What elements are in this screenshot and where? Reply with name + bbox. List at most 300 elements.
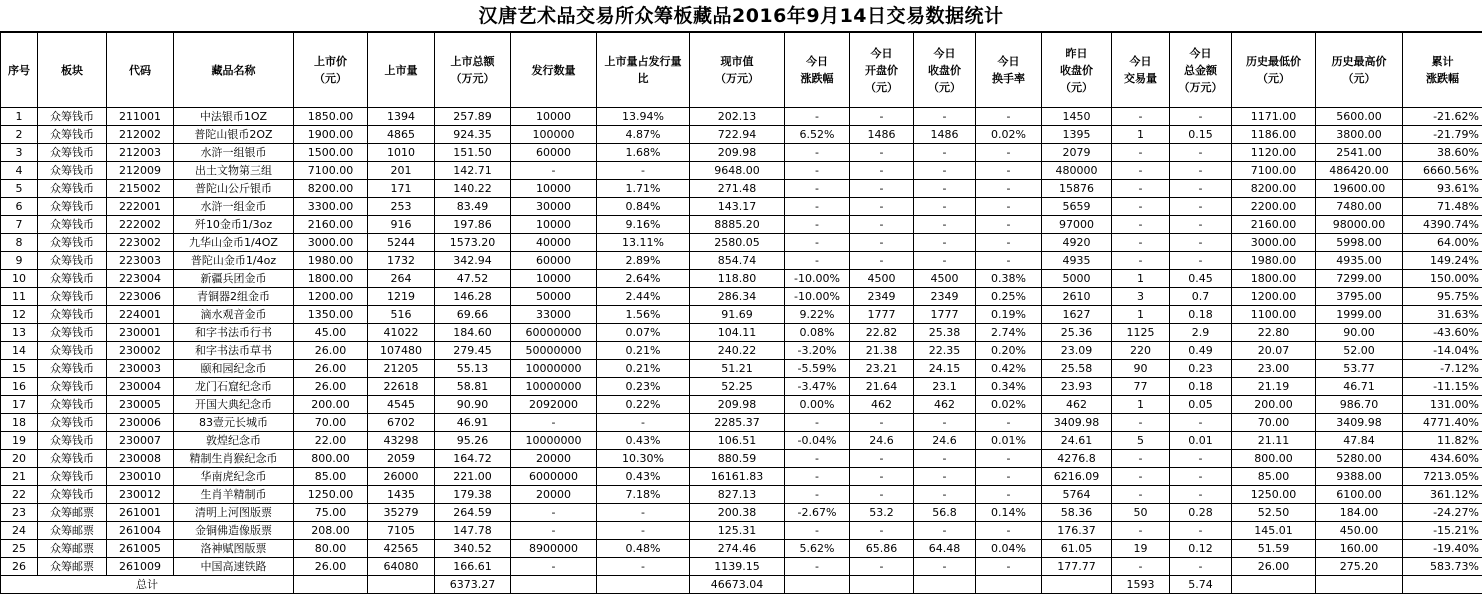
table-cell: - — [850, 252, 914, 270]
table-cell: 22.00 — [294, 432, 368, 450]
table-cell: 2200.00 — [1232, 198, 1316, 216]
table-cell: 6.52% — [785, 126, 850, 144]
table-cell: 10.30% — [597, 450, 690, 468]
table-cell: 19 — [1112, 540, 1170, 558]
table-cell: 21.19 — [1232, 378, 1316, 396]
table-cell: 160.00 — [1316, 540, 1403, 558]
table-cell: -24.27% — [1403, 504, 1482, 522]
table-cell: 8 — [1, 234, 38, 252]
table-row — [1, 378, 1482, 396]
table-cell: 924.35 — [435, 126, 511, 144]
table-cell: 230007 — [107, 432, 174, 450]
table-cell: 众筹钱币 — [38, 180, 107, 198]
table-cell: - — [850, 414, 914, 432]
table-cell: - — [1170, 216, 1232, 234]
table-cell: 1573.20 — [435, 234, 511, 252]
table-cell: 286.34 — [690, 288, 785, 306]
column-header: 今日 收盘价 （元） — [914, 33, 976, 108]
table-cell: 177.77 — [1042, 558, 1112, 576]
table-cell: 212002 — [107, 126, 174, 144]
table-cell: 83壹元长城币 — [174, 414, 294, 432]
column-header: 今日 涨跌幅 — [785, 33, 850, 108]
table-row — [1, 504, 1482, 522]
table-cell: 26000 — [368, 468, 435, 486]
table-cell: 147.78 — [435, 522, 511, 540]
table-cell: 8200.00 — [294, 180, 368, 198]
table-cell: 九华山金币1/4OZ — [174, 234, 294, 252]
table-cell: 金铜佛造像版票 — [174, 522, 294, 540]
table-cell: 26.00 — [294, 360, 368, 378]
table-cell: - — [785, 558, 850, 576]
table-cell: 208.00 — [294, 522, 368, 540]
table-cell: 1435 — [368, 486, 435, 504]
table-cell: 开国大典纪念币 — [174, 396, 294, 414]
table-cell: 107480 — [368, 342, 435, 360]
table-cell: 140.22 — [435, 180, 511, 198]
table-cell: - — [976, 234, 1042, 252]
table-cell: - — [850, 144, 914, 162]
column-header: 上市总额 （万元） — [435, 33, 511, 108]
table-cell: 51.59 — [1232, 540, 1316, 558]
table-cell: - — [976, 558, 1042, 576]
table-row — [1, 486, 1482, 504]
table-row — [1, 198, 1482, 216]
table-cell: - — [850, 198, 914, 216]
table-cell: - — [511, 504, 597, 522]
table-cell: 9.16% — [597, 216, 690, 234]
table-cell: 4.87% — [597, 126, 690, 144]
table-cell: 众筹钱币 — [38, 144, 107, 162]
table-cell: 0.04% — [976, 540, 1042, 558]
table-cell: - — [1170, 252, 1232, 270]
table-cell: 1 — [1112, 270, 1170, 288]
table-cell: 33000 — [511, 306, 597, 324]
table-row — [1, 360, 1482, 378]
table-cell: 93.61% — [1403, 180, 1482, 198]
table-cell: 25.36 — [1042, 324, 1112, 342]
table-cell: 264.59 — [435, 504, 511, 522]
table-cell: - — [976, 252, 1042, 270]
table-cell: - — [914, 216, 976, 234]
table-cell: - — [850, 108, 914, 126]
table-cell: - — [914, 198, 976, 216]
table-row — [1, 162, 1482, 180]
table-cell: 200.00 — [1232, 396, 1316, 414]
table-cell: 90.90 — [435, 396, 511, 414]
total-label: 总计 — [1, 576, 294, 594]
table-cell: 0.20% — [976, 342, 1042, 360]
table-cell: 222001 — [107, 198, 174, 216]
table-cell: 龙门石窟纪念币 — [174, 378, 294, 396]
table-cell: 0.38% — [976, 270, 1042, 288]
table-cell: 0.19% — [976, 306, 1042, 324]
table-cell: 青铜器2组金币 — [174, 288, 294, 306]
table-row — [1, 108, 1482, 126]
table-cell: 50000 — [511, 288, 597, 306]
table-cell: 64.00% — [1403, 234, 1482, 252]
table-cell: 800.00 — [1232, 450, 1316, 468]
table-cell: 滴水观音金币 — [174, 306, 294, 324]
table-cell: - — [914, 414, 976, 432]
table-cell: 1.56% — [597, 306, 690, 324]
table-row — [1, 468, 1482, 486]
column-header: 发行数量 — [511, 33, 597, 108]
table-cell: 9 — [1, 252, 38, 270]
table-cell: 24.6 — [914, 432, 976, 450]
table-cell: 中法银币1OZ — [174, 108, 294, 126]
table-cell: 普陀山公斤银币 — [174, 180, 294, 198]
table-cell: - — [1170, 108, 1232, 126]
table-cell: 11.82% — [1403, 432, 1482, 450]
table-cell: 10000000 — [511, 360, 597, 378]
table-cell: -14.04% — [1403, 342, 1482, 360]
table-cell: - — [785, 252, 850, 270]
table-cell: 25.38 — [914, 324, 976, 342]
table-cell: 462 — [850, 396, 914, 414]
table-cell: 230004 — [107, 378, 174, 396]
table-cell: 64080 — [368, 558, 435, 576]
table-row — [1, 396, 1482, 414]
table-cell: 7100.00 — [1232, 162, 1316, 180]
table-cell: - — [850, 162, 914, 180]
table-cell: 众筹钱币 — [38, 396, 107, 414]
table-cell: - — [1112, 234, 1170, 252]
total-row — [1, 576, 1482, 594]
table-cell: 0.43% — [597, 432, 690, 450]
table-cell: 201 — [368, 162, 435, 180]
table-cell: 21 — [1, 468, 38, 486]
table-cell: 261004 — [107, 522, 174, 540]
table-cell: 880.59 — [690, 450, 785, 468]
table-cell: 5.62% — [785, 540, 850, 558]
table-cell: - — [850, 216, 914, 234]
table-cell: 5600.00 — [1316, 108, 1403, 126]
table-cell: 77 — [1112, 378, 1170, 396]
table-cell: 1980.00 — [1232, 252, 1316, 270]
table-cell: 261001 — [107, 504, 174, 522]
table-cell: 209.98 — [690, 396, 785, 414]
table-cell: 215002 — [107, 180, 174, 198]
table-cell: 和字书法币行书 — [174, 324, 294, 342]
table-cell: 2.74% — [976, 324, 1042, 342]
table-cell: 24 — [1, 522, 38, 540]
table-cell: 3409.98 — [1316, 414, 1403, 432]
table-cell: -21.62% — [1403, 108, 1482, 126]
table-cell: 827.13 — [690, 486, 785, 504]
table-cell: 13.11% — [597, 234, 690, 252]
table-cell: 5280.00 — [1316, 450, 1403, 468]
table-cell: 1250.00 — [294, 486, 368, 504]
table-body — [1, 108, 1482, 576]
table-cell: 7299.00 — [1316, 270, 1403, 288]
column-header: 序号 — [1, 33, 38, 108]
table-cell: 5 — [1, 180, 38, 198]
table-cell: 0.48% — [597, 540, 690, 558]
table-cell: -0.04% — [785, 432, 850, 450]
table-cell: 43298 — [368, 432, 435, 450]
table-cell: 23.09 — [1042, 342, 1112, 360]
table-cell: 12 — [1, 306, 38, 324]
table-cell: 1139.15 — [690, 558, 785, 576]
table-cell: 31.63% — [1403, 306, 1482, 324]
table-cell: 出土文物第三组 — [174, 162, 294, 180]
table-cell: 5659 — [1042, 198, 1112, 216]
table-cell: 69.66 — [435, 306, 511, 324]
table-cell: - — [1112, 180, 1170, 198]
table-cell: 精制生肖猴纪念币 — [174, 450, 294, 468]
table-cell: 486420.00 — [1316, 162, 1403, 180]
table-cell: 众筹钱币 — [38, 450, 107, 468]
table-cell: 8885.20 — [690, 216, 785, 234]
table-cell: - — [1112, 198, 1170, 216]
table-cell: 0.42% — [976, 360, 1042, 378]
table-cell: 264 — [368, 270, 435, 288]
table-cell: 800.00 — [294, 450, 368, 468]
table-cell: - — [1112, 468, 1170, 486]
table-cell: 0.15 — [1170, 126, 1232, 144]
table-cell: 104.11 — [690, 324, 785, 342]
table-cell: 583.73% — [1403, 558, 1482, 576]
table-cell: 171 — [368, 180, 435, 198]
table-cell: 6 — [1, 198, 38, 216]
table-cell: 24.15 — [914, 360, 976, 378]
table-cell: 1200.00 — [1232, 288, 1316, 306]
table-cell: 722.94 — [690, 126, 785, 144]
table-row — [1, 144, 1482, 162]
table-cell: - — [850, 234, 914, 252]
table-cell: 众筹钱币 — [38, 198, 107, 216]
table-cell: - — [1112, 486, 1170, 504]
table-cell: - — [976, 180, 1042, 198]
table-cell: 46.91 — [435, 414, 511, 432]
table-cell: 2092000 — [511, 396, 597, 414]
table-cell: 5998.00 — [1316, 234, 1403, 252]
table-cell: 众筹钱币 — [38, 360, 107, 378]
total-market-value: 46673.04 — [690, 576, 785, 594]
table-cell: 7480.00 — [1316, 198, 1403, 216]
table-cell: 261009 — [107, 558, 174, 576]
table-cell: 240.22 — [690, 342, 785, 360]
table-cell: 16161.83 — [690, 468, 785, 486]
table-cell: 1186.00 — [1232, 126, 1316, 144]
table-cell: 23.93 — [1042, 378, 1112, 396]
table-cell: 众筹钱币 — [38, 414, 107, 432]
table-cell: - — [850, 486, 914, 504]
table-cell: 和字书法币草书 — [174, 342, 294, 360]
table-row — [1, 432, 1482, 450]
table-cell: 6100.00 — [1316, 486, 1403, 504]
table-cell: 0.18 — [1170, 378, 1232, 396]
table-cell: 0.45 — [1170, 270, 1232, 288]
table-cell: 230010 — [107, 468, 174, 486]
table-cell: -5.59% — [785, 360, 850, 378]
table-cell: - — [785, 180, 850, 198]
table-cell: 46.71 — [1316, 378, 1403, 396]
header-row — [1, 33, 1482, 108]
table-cell: 23.21 — [850, 360, 914, 378]
table-cell: 184.60 — [435, 324, 511, 342]
table-cell: 8900000 — [511, 540, 597, 558]
table-cell: 洛神赋图版票 — [174, 540, 294, 558]
table-cell: - — [1112, 450, 1170, 468]
table-cell: 2285.37 — [690, 414, 785, 432]
table-cell: 中国高速铁路 — [174, 558, 294, 576]
table-cell: 10000 — [511, 270, 597, 288]
table-cell: - — [1112, 162, 1170, 180]
table-cell: 23 — [1, 504, 38, 522]
table-cell: - — [785, 450, 850, 468]
table-cell: 118.80 — [690, 270, 785, 288]
table-cell: 462 — [914, 396, 976, 414]
table-cell: 274.46 — [690, 540, 785, 558]
table-cell: 众筹钱币 — [38, 288, 107, 306]
table-cell: 21.38 — [850, 342, 914, 360]
table-cell: - — [850, 468, 914, 486]
table-cell: 20 — [1, 450, 38, 468]
table-cell: 0.12 — [1170, 540, 1232, 558]
table-cell: 202.13 — [690, 108, 785, 126]
table-cell: 0.34% — [976, 378, 1042, 396]
table-cell: 91.69 — [690, 306, 785, 324]
table-cell: 60000000 — [511, 324, 597, 342]
table-cell: 176.37 — [1042, 522, 1112, 540]
table-cell: - — [976, 108, 1042, 126]
table-cell: 1350.00 — [294, 306, 368, 324]
table-cell: 2079 — [1042, 144, 1112, 162]
table-cell: 0.01 — [1170, 432, 1232, 450]
table-cell: 4 — [1, 162, 38, 180]
table-cell: - — [914, 162, 976, 180]
table-cell: 众筹钱币 — [38, 108, 107, 126]
table-cell: 0.18 — [1170, 306, 1232, 324]
table-cell: 4500 — [850, 270, 914, 288]
table-cell: 224001 — [107, 306, 174, 324]
table-cell: 众筹钱币 — [38, 216, 107, 234]
table-cell: 1200.00 — [294, 288, 368, 306]
table-cell: - — [914, 144, 976, 162]
table-row — [1, 306, 1482, 324]
table-cell: - — [976, 144, 1042, 162]
table-cell: 0.05 — [1170, 396, 1232, 414]
table-cell: 清明上河图版票 — [174, 504, 294, 522]
table-row — [1, 450, 1482, 468]
table-cell: 25.58 — [1042, 360, 1112, 378]
table-cell: 223004 — [107, 270, 174, 288]
table-cell: 众筹钱币 — [38, 432, 107, 450]
table-cell: - — [914, 108, 976, 126]
table-cell: 230008 — [107, 450, 174, 468]
table-cell: 1394 — [368, 108, 435, 126]
table-cell: 21.64 — [850, 378, 914, 396]
table-cell: - — [785, 108, 850, 126]
table-cell: 1219 — [368, 288, 435, 306]
table-cell: - — [1170, 198, 1232, 216]
table-cell: 水浒一组金币 — [174, 198, 294, 216]
table-cell: - — [1170, 180, 1232, 198]
table-cell: 223002 — [107, 234, 174, 252]
table-cell: - — [785, 144, 850, 162]
table-cell: - — [785, 198, 850, 216]
table-cell: 230006 — [107, 414, 174, 432]
column-header: 代码 — [107, 33, 174, 108]
table-cell: 0.02% — [976, 126, 1042, 144]
table-cell: 0.49 — [1170, 342, 1232, 360]
column-header: 今日 总金额 （万元） — [1170, 33, 1232, 108]
table-cell: - — [1170, 486, 1232, 504]
table-cell: 1450 — [1042, 108, 1112, 126]
table-cell: 11 — [1, 288, 38, 306]
table-cell: 0.25% — [976, 288, 1042, 306]
table-cell: 2 — [1, 126, 38, 144]
table-cell: 47.52 — [435, 270, 511, 288]
table-cell: 4500 — [914, 270, 976, 288]
table-cell: 3 — [1112, 288, 1170, 306]
table-cell: 1980.00 — [294, 252, 368, 270]
table-cell: 22 — [1, 486, 38, 504]
table-cell: - — [785, 234, 850, 252]
table-cell: 2.44% — [597, 288, 690, 306]
table-cell: 56.8 — [914, 504, 976, 522]
trading-data-table — [0, 32, 1482, 594]
table-cell: 71.48% — [1403, 198, 1482, 216]
table-cell: 众筹钱币 — [38, 252, 107, 270]
table-cell: -7.12% — [1403, 360, 1482, 378]
table-cell: 197.86 — [435, 216, 511, 234]
column-header: 藏品名称 — [174, 33, 294, 108]
table-cell: 85.00 — [294, 468, 368, 486]
table-cell: 26.00 — [294, 558, 368, 576]
table-cell: 21.11 — [1232, 432, 1316, 450]
table-cell: 230003 — [107, 360, 174, 378]
table-cell: 52.00 — [1316, 342, 1403, 360]
table-cell: 1627 — [1042, 306, 1112, 324]
table-cell: 230005 — [107, 396, 174, 414]
table-cell: 230012 — [107, 486, 174, 504]
table-cell: 10000 — [511, 180, 597, 198]
table-cell: 众筹钱币 — [38, 270, 107, 288]
table-row — [1, 216, 1482, 234]
table-cell: 4276.8 — [1042, 450, 1112, 468]
table-cell: 70.00 — [1232, 414, 1316, 432]
table-cell: 0.00% — [785, 396, 850, 414]
table-cell: 3000.00 — [1232, 234, 1316, 252]
table-cell: 13 — [1, 324, 38, 342]
table-cell: -43.60% — [1403, 324, 1482, 342]
table-cell: 20000 — [511, 450, 597, 468]
table-row — [1, 180, 1482, 198]
table-cell: - — [914, 522, 976, 540]
table-cell: - — [1112, 252, 1170, 270]
table-cell: 15 — [1, 360, 38, 378]
table-cell: 0.7 — [1170, 288, 1232, 306]
table-cell: - — [914, 234, 976, 252]
table-cell: 3795.00 — [1316, 288, 1403, 306]
table-cell: 1732 — [368, 252, 435, 270]
table-cell: 20.07 — [1232, 342, 1316, 360]
table-cell: 7.18% — [597, 486, 690, 504]
table-cell: 450.00 — [1316, 522, 1403, 540]
column-header: 今日 交易量 — [1112, 33, 1170, 108]
table-cell: -2.67% — [785, 504, 850, 522]
table-cell: - — [914, 180, 976, 198]
table-cell: 众筹邮票 — [38, 558, 107, 576]
table-cell: 253 — [368, 198, 435, 216]
table-cell: 184.00 — [1316, 504, 1403, 522]
table-cell: 150.00% — [1403, 270, 1482, 288]
table-cell: 38.60% — [1403, 144, 1482, 162]
table-cell: 18 — [1, 414, 38, 432]
table-cell: 95.75% — [1403, 288, 1482, 306]
